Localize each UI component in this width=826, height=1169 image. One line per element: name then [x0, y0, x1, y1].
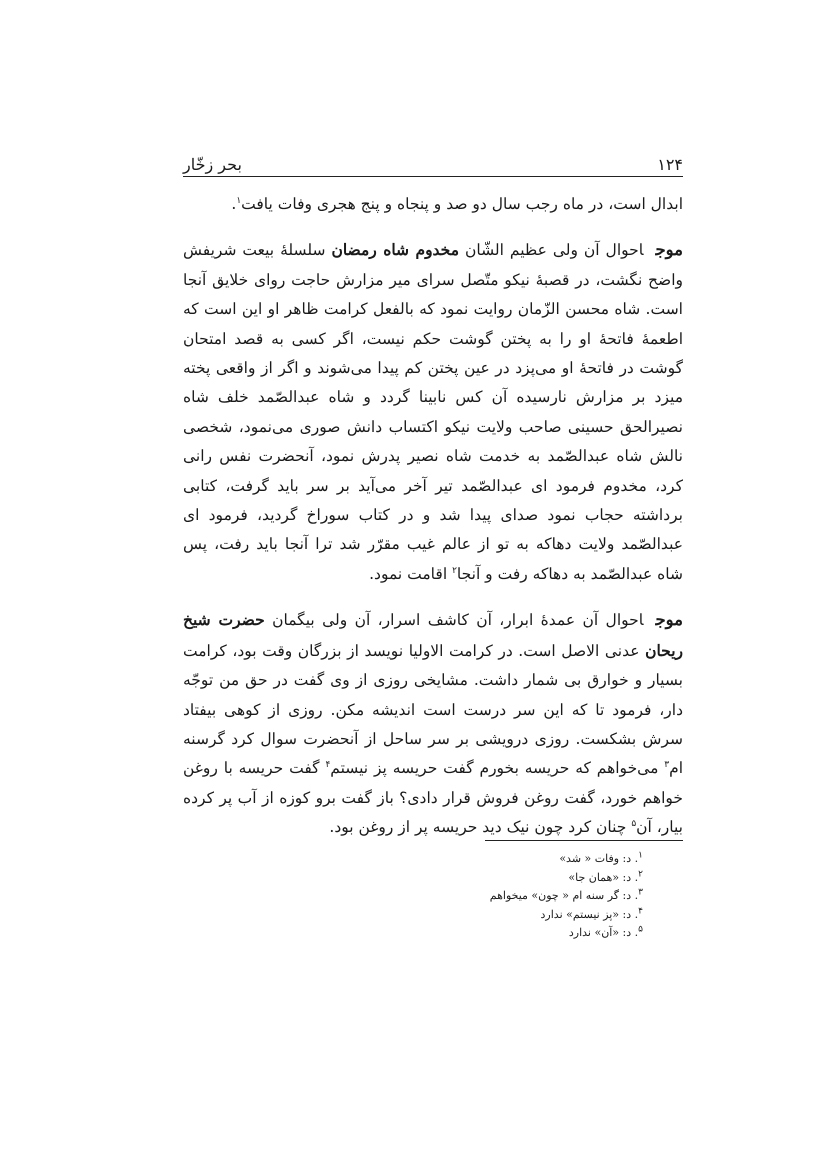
paragraph-text: گفت حریسه با روغن خواهم خورد، گفت روغن فروش قرار دادی؟ باز گفت برو کوزه از آب پر کرده بیار، آن: [183, 759, 683, 837]
paragraph-text: چنان کرد چون نیک دید حریسه پر از روغن بود.: [329, 818, 627, 837]
footnote-text: . د: وفات « شد»: [559, 852, 639, 865]
footnote-number: ۱: [638, 850, 643, 861]
page-number: ۱۲۴: [657, 155, 683, 174]
footnote-ref: ۳: [664, 760, 670, 771]
footnote-ref: ۴: [325, 760, 331, 771]
footnote-4: [183, 906, 643, 925]
footnote-text: . د: گر سنه ام « چون» میخواهم: [489, 889, 639, 902]
section-heading: موج: [655, 240, 683, 260]
book-title: بحر زخّار: [183, 155, 242, 174]
paragraph-text: ابدال است، در ماه رجب سال دو صد و پنجاه و پنج هجری وفات یافت: [241, 195, 683, 213]
person-name: مخدوم شاه رمضان: [331, 240, 459, 260]
footnote-rule: [485, 840, 683, 841]
paragraph-text: می‌خواهم که حریسه بخورم گفت حریسه پز نیستم: [330, 759, 659, 778]
paragraph-text: احوال آن عمدهٔ ابرار، آن کاشف اسرار، آن ولی بیگمان: [272, 611, 644, 630]
footnote-2: [183, 869, 643, 888]
footnotes: [183, 850, 683, 943]
footnote-ref: ۱: [236, 195, 242, 206]
footnote-text: . د: «پز نیستم» ندارد: [540, 907, 639, 921]
paragraph-text: اقامت نمود.: [369, 564, 448, 583]
paragraph-1: ابدال است، در ماه رجب سال دو صد و پنجاه و پنج هجری وفات یافت$^۱$.: [231, 195, 683, 213]
running-head: [183, 148, 683, 174]
paragraph-text: احوال آن ولی عظیم الشّان: [464, 241, 644, 260]
footnote-text: . د: «آن» ندارد: [568, 926, 639, 939]
footnote-number: ۴: [638, 905, 643, 916]
footnote-3: [183, 887, 643, 906]
paragraph-2: [183, 235, 683, 589]
footnote-ref: ۲: [452, 565, 457, 576]
footnote-number: ۵: [638, 924, 643, 935]
section-heading: موج: [655, 610, 684, 630]
footnote-ref: ۵: [631, 818, 637, 829]
header-rule: [183, 176, 683, 177]
paragraph-text: عدنی الاصل است. در کرامت الاولیا نویسد از بزرگان وقت بود، کرامت بسیار و خوارق بی شمار داشت. مشایخی روزی از وی گفت در حق من توجّه دار، فرمود تا که این سر درست است اندیشه مکن. روزی از کوهی بیفتاد سرش بشکست. روزی درویشی بر سر ساحل از آنحضرت سوال کرد گرسنه ام: [183, 641, 683, 778]
footnote-text: . د: «همان جا»: [568, 870, 639, 884]
paragraph-3: [183, 605, 683, 842]
footnote-5: [183, 924, 643, 943]
paragraph-text: سلسلهٔ بیعت شریفش واضح نگشت، در قصبهٔ نیکو متّصل سرای میر مزارش حاجت روای خلایق آنجا است. شاه محسن الزّمان روایت نمود که بالفعل کرامت ظاهر او این است که اطعمهٔ فاتحهٔ او را به پختن گوشت حکم نیست، اگر کسی به قصد امتحان گوشت در فاتحهٔ او می‌پزد در عین پختن کم پیدا می‌شوند و اگر از واقعی پخته میزد بر مزارش نارسیده آن کس نابینا گردد و شاه عبدالصّمد خلف شاه نصیرالحق حسینی صاحب ولایت نیکو اکتساب دانش صوری می‌نمود، شخصی نالش شاه عبدالصّمد به خدمت شاه نصیر پدرش نمود، آنحضرت نفس رانی کرد، مخدوم فرمود ای عبدالصّمد تیر آخر می‌آید بر سر باید گرفت، کتابی برداشته حجاب نمود صدای پیدا شد و در کتاب سوراخ گردید، فرمود ای عبدالصّمد ولایت دهاکه به تو از عالم غیب مقرّر شد ترا آنجا باید رفت، پس شاه عبدالصّمد به دهاکه رفت و آنجا: [183, 241, 683, 583]
body-text: [183, 190, 683, 859]
footnote-number: ۲: [638, 868, 643, 879]
footnote-number: ۳: [638, 887, 643, 898]
footnote-1: [183, 850, 643, 869]
person-name: حضرت شیخ ریحان: [183, 610, 683, 660]
